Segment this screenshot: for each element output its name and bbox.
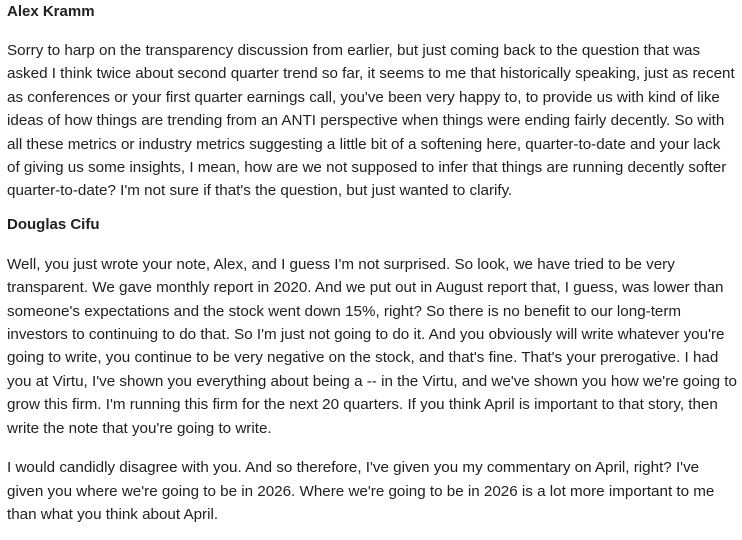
speech-paragraph: I would candidly disagree with you. And so therefore, I've given you my commentary on April, right? I've given you where we're going to be in 2026. Where we're going to be in 2026 is a lot more important to me than what you think about April. <box>7 459 715 523</box>
transcript <box>7 0 737 526</box>
speaker-name: Douglas Cifu <box>7 215 100 233</box>
speech-paragraph: Well, you just wrote your note, Alex, and I guess I'm not surprised. So look, we have tried to be very transparent. We gave monthly report in 2020. And we put out in August report that, I guess, was lower than someone's expectations and the stock went down 15%, right? So there is no benefit to our long-term investors to continuing to do that. So I'm just not going to do it. And you obviously will write whatever you're going to write, you continue to be very negative on the stock, and that's fine. That's your prerogative. I had you at Virtu, I've shown you everything about being a -- in the Virtu, and we've shown you how we're going to grow this firm. I'm running this firm for the next 20 quarters. If you think April is important to that story, then write the note that you're going to write. <box>7 255 737 437</box>
speaker-block-alex-kramm <box>7 2 737 203</box>
speech-paragraph: Sorry to harp on the transparency discussion from earlier, but just coming back to the question that was asked I think twice about second quarter trend so far, it seems to me that historically speaking, just as recent as conferences or your first quarter earnings call, you've been very happy to, to provide us with kind of like ideas of how things are trending from an ANTI perspective when things were ending fairly decently. So with all these metrics or industry metrics suggesting a little bit of a softening here, quarter-to-date and your lack of giving us some insights, I mean, how are we not supposed to infer that things are running decently softer quarter-to-date? I'm not sure if that's the question, but just wanted to clarify. <box>7 42 735 200</box>
speaker-name: Alex Kramm <box>7 3 95 20</box>
speaker-block-douglas-cifu <box>7 215 737 526</box>
